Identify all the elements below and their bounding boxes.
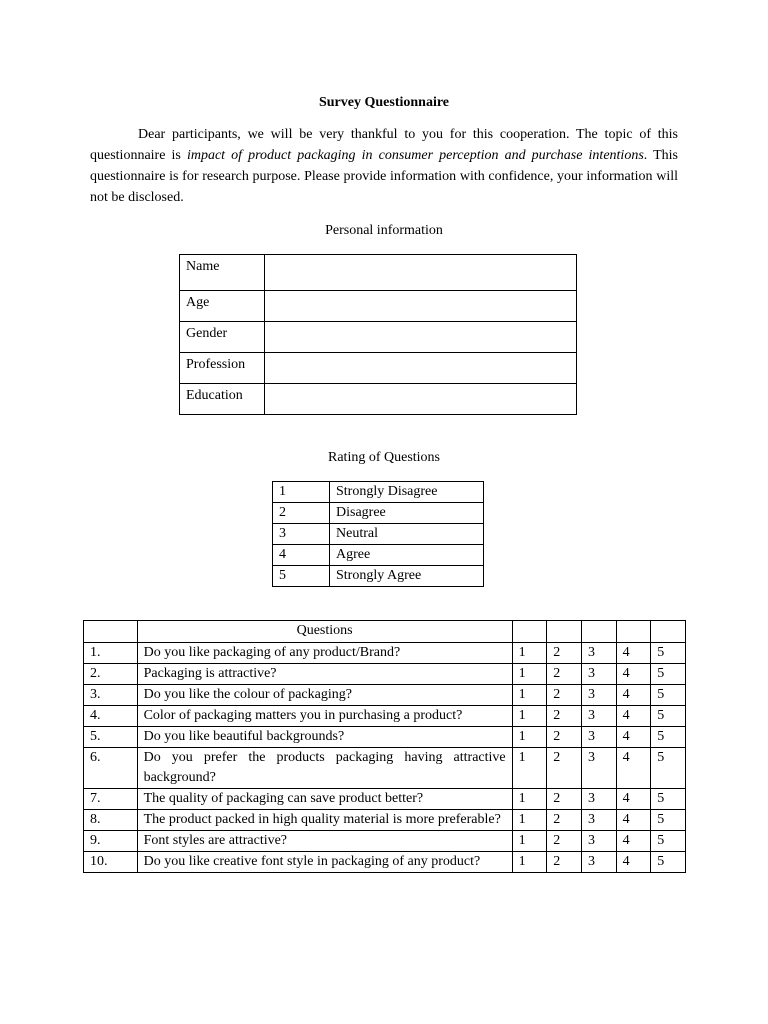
rating-option-3[interactable]: 3 bbox=[581, 789, 616, 810]
rating-option-3[interactable]: 3 bbox=[581, 810, 616, 831]
rating-option-1[interactable]: 1 bbox=[512, 664, 547, 685]
rating-row bbox=[273, 482, 484, 503]
rating-option-3[interactable]: 3 bbox=[581, 831, 616, 852]
personal-information-heading: Personal information bbox=[325, 223, 443, 238]
question-number: 9. bbox=[84, 831, 138, 852]
rating-option-3[interactable]: 3 bbox=[581, 664, 616, 685]
rating-option-2[interactable]: 2 bbox=[547, 810, 582, 831]
age-field[interactable] bbox=[265, 291, 577, 322]
profession-field[interactable] bbox=[265, 353, 577, 384]
rating-option-5[interactable]: 5 bbox=[651, 643, 686, 664]
rating-number: 3 bbox=[273, 524, 330, 545]
rating-option-1[interactable]: 1 bbox=[512, 748, 547, 789]
rating-option-2[interactable]: 2 bbox=[547, 685, 582, 706]
rating-option-1[interactable]: 1 bbox=[512, 831, 547, 852]
intro-paragraph bbox=[90, 124, 678, 208]
question-row bbox=[84, 852, 686, 873]
rating-option-5[interactable]: 5 bbox=[651, 852, 686, 873]
question-number: 3. bbox=[84, 685, 138, 706]
rating-number: 2 bbox=[273, 503, 330, 524]
question-row bbox=[84, 685, 686, 706]
intro-text-after: . This questionnaire is for research purpose. Please provide information with confidence, your information will not be disclosed. bbox=[90, 148, 678, 205]
rating-option-5[interactable]: 5 bbox=[651, 810, 686, 831]
rating-number: 1 bbox=[273, 482, 330, 503]
questions-table bbox=[83, 620, 686, 873]
rating-option-5[interactable]: 5 bbox=[651, 664, 686, 685]
rating-option-4[interactable]: 4 bbox=[616, 831, 651, 852]
rating-number: 5 bbox=[273, 566, 330, 587]
question-text: Do you like creative font style in packaging of any product? bbox=[137, 852, 512, 873]
rating-row bbox=[273, 524, 484, 545]
rating-option-4[interactable]: 4 bbox=[616, 810, 651, 831]
rating-option-1[interactable]: 1 bbox=[512, 852, 547, 873]
questions-header: Questions bbox=[137, 621, 512, 643]
rating-option-4[interactable]: 4 bbox=[616, 727, 651, 748]
field-label: Education bbox=[180, 384, 265, 415]
rating-option-1[interactable]: 1 bbox=[512, 643, 547, 664]
rating-option-2[interactable]: 2 bbox=[547, 831, 582, 852]
question-row bbox=[84, 810, 686, 831]
field-label: Profession bbox=[180, 353, 265, 384]
gender-field[interactable] bbox=[265, 322, 577, 353]
header-blank-cell bbox=[651, 621, 686, 643]
rating-option-3[interactable]: 3 bbox=[581, 748, 616, 789]
rating-scale-table bbox=[272, 481, 484, 587]
rating-option-3[interactable]: 3 bbox=[581, 852, 616, 873]
rating-option-1[interactable]: 1 bbox=[512, 706, 547, 727]
question-row bbox=[84, 706, 686, 727]
rating-option-1[interactable]: 1 bbox=[512, 789, 547, 810]
field-label: Name bbox=[180, 255, 265, 291]
rating-row bbox=[273, 545, 484, 566]
rating-option-4[interactable]: 4 bbox=[616, 852, 651, 873]
rating-option-5[interactable]: 5 bbox=[651, 706, 686, 727]
rating-option-2[interactable]: 2 bbox=[547, 664, 582, 685]
rating-label: Agree bbox=[330, 545, 484, 566]
rating-heading: Rating of Questions bbox=[328, 450, 440, 465]
question-text: Font styles are attractive? bbox=[137, 831, 512, 852]
rating-option-2[interactable]: 2 bbox=[547, 748, 582, 789]
header-blank-cell bbox=[512, 621, 547, 643]
question-text: Do you prefer the products packaging having attractive background? bbox=[137, 748, 512, 789]
document-title: Survey Questionnaire bbox=[318, 95, 450, 110]
question-number: 10. bbox=[84, 852, 138, 873]
rating-option-1[interactable]: 1 bbox=[512, 727, 547, 748]
personal-row-education bbox=[180, 384, 577, 415]
question-number: 1. bbox=[84, 643, 138, 664]
question-text: Color of packaging matters you in purchasing a product? bbox=[137, 706, 512, 727]
field-label: Age bbox=[180, 291, 265, 322]
personal-row-gender bbox=[180, 322, 577, 353]
question-number: 5. bbox=[84, 727, 138, 748]
field-label: Gender bbox=[180, 322, 265, 353]
personal-row-age bbox=[180, 291, 577, 322]
rating-option-5[interactable]: 5 bbox=[651, 831, 686, 852]
rating-label: Disagree bbox=[330, 503, 484, 524]
rating-option-1[interactable]: 1 bbox=[512, 810, 547, 831]
rating-option-1[interactable]: 1 bbox=[512, 685, 547, 706]
rating-option-5[interactable]: 5 bbox=[651, 727, 686, 748]
question-number: 2. bbox=[84, 664, 138, 685]
question-text: The product packed in high quality material is more preferable? bbox=[137, 810, 512, 831]
question-text: The quality of packaging can save product better? bbox=[137, 789, 512, 810]
rating-option-3[interactable]: 3 bbox=[581, 727, 616, 748]
question-row bbox=[84, 664, 686, 685]
rating-label: Neutral bbox=[330, 524, 484, 545]
rating-option-4[interactable]: 4 bbox=[616, 706, 651, 727]
header-blank-cell bbox=[616, 621, 651, 643]
rating-option-3[interactable]: 3 bbox=[581, 706, 616, 727]
rating-option-4[interactable]: 4 bbox=[616, 789, 651, 810]
rating-option-2[interactable]: 2 bbox=[547, 706, 582, 727]
intro-topic: impact of product packaging in consumer perception and purchase intentions bbox=[186, 148, 644, 163]
personal-information-table bbox=[179, 254, 577, 415]
name-field[interactable] bbox=[265, 255, 577, 291]
rating-option-2[interactable]: 2 bbox=[547, 852, 582, 873]
header-blank-cell bbox=[84, 621, 138, 643]
rating-option-2[interactable]: 2 bbox=[547, 643, 582, 664]
rating-label: Strongly Disagree bbox=[330, 482, 484, 503]
question-text: Packaging is attractive? bbox=[137, 664, 512, 685]
question-text: Do you like the colour of packaging? bbox=[137, 685, 512, 706]
question-row bbox=[84, 643, 686, 664]
rating-option-5[interactable]: 5 bbox=[651, 748, 686, 789]
question-text: Do you like beautiful backgrounds? bbox=[137, 727, 512, 748]
personal-row-profession bbox=[180, 353, 577, 384]
personal-row-name bbox=[180, 255, 577, 291]
questions-header-row bbox=[84, 621, 686, 643]
education-field[interactable] bbox=[265, 384, 577, 415]
rating-row bbox=[273, 566, 484, 587]
rating-option-5[interactable]: 5 bbox=[651, 789, 686, 810]
header-blank-cell bbox=[547, 621, 582, 643]
question-number: 4. bbox=[84, 706, 138, 727]
question-row bbox=[84, 727, 686, 748]
question-number: 7. bbox=[84, 789, 138, 810]
header-blank-cell bbox=[581, 621, 616, 643]
question-text: Do you like packaging of any product/Brand? bbox=[137, 643, 512, 664]
rating-option-5[interactable]: 5 bbox=[651, 685, 686, 706]
question-number: 6. bbox=[84, 748, 138, 789]
rating-option-3[interactable]: 3 bbox=[581, 643, 616, 664]
rating-option-4[interactable]: 4 bbox=[616, 643, 651, 664]
rating-option-2[interactable]: 2 bbox=[547, 789, 582, 810]
rating-option-4[interactable]: 4 bbox=[616, 685, 651, 706]
intro-text-before: Dear participants, we will be very thankful to you for this cooperation. The topic of this questionnaire is bbox=[90, 127, 678, 163]
rating-option-4[interactable]: 4 bbox=[616, 748, 651, 789]
question-row bbox=[84, 831, 686, 852]
question-row bbox=[84, 748, 686, 789]
question-row bbox=[84, 789, 686, 810]
question-number: 8. bbox=[84, 810, 138, 831]
rating-row bbox=[273, 503, 484, 524]
rating-option-4[interactable]: 4 bbox=[616, 664, 651, 685]
rating-option-2[interactable]: 2 bbox=[547, 727, 582, 748]
rating-label: Strongly Agree bbox=[330, 566, 484, 587]
rating-option-3[interactable]: 3 bbox=[581, 685, 616, 706]
rating-number: 4 bbox=[273, 545, 330, 566]
